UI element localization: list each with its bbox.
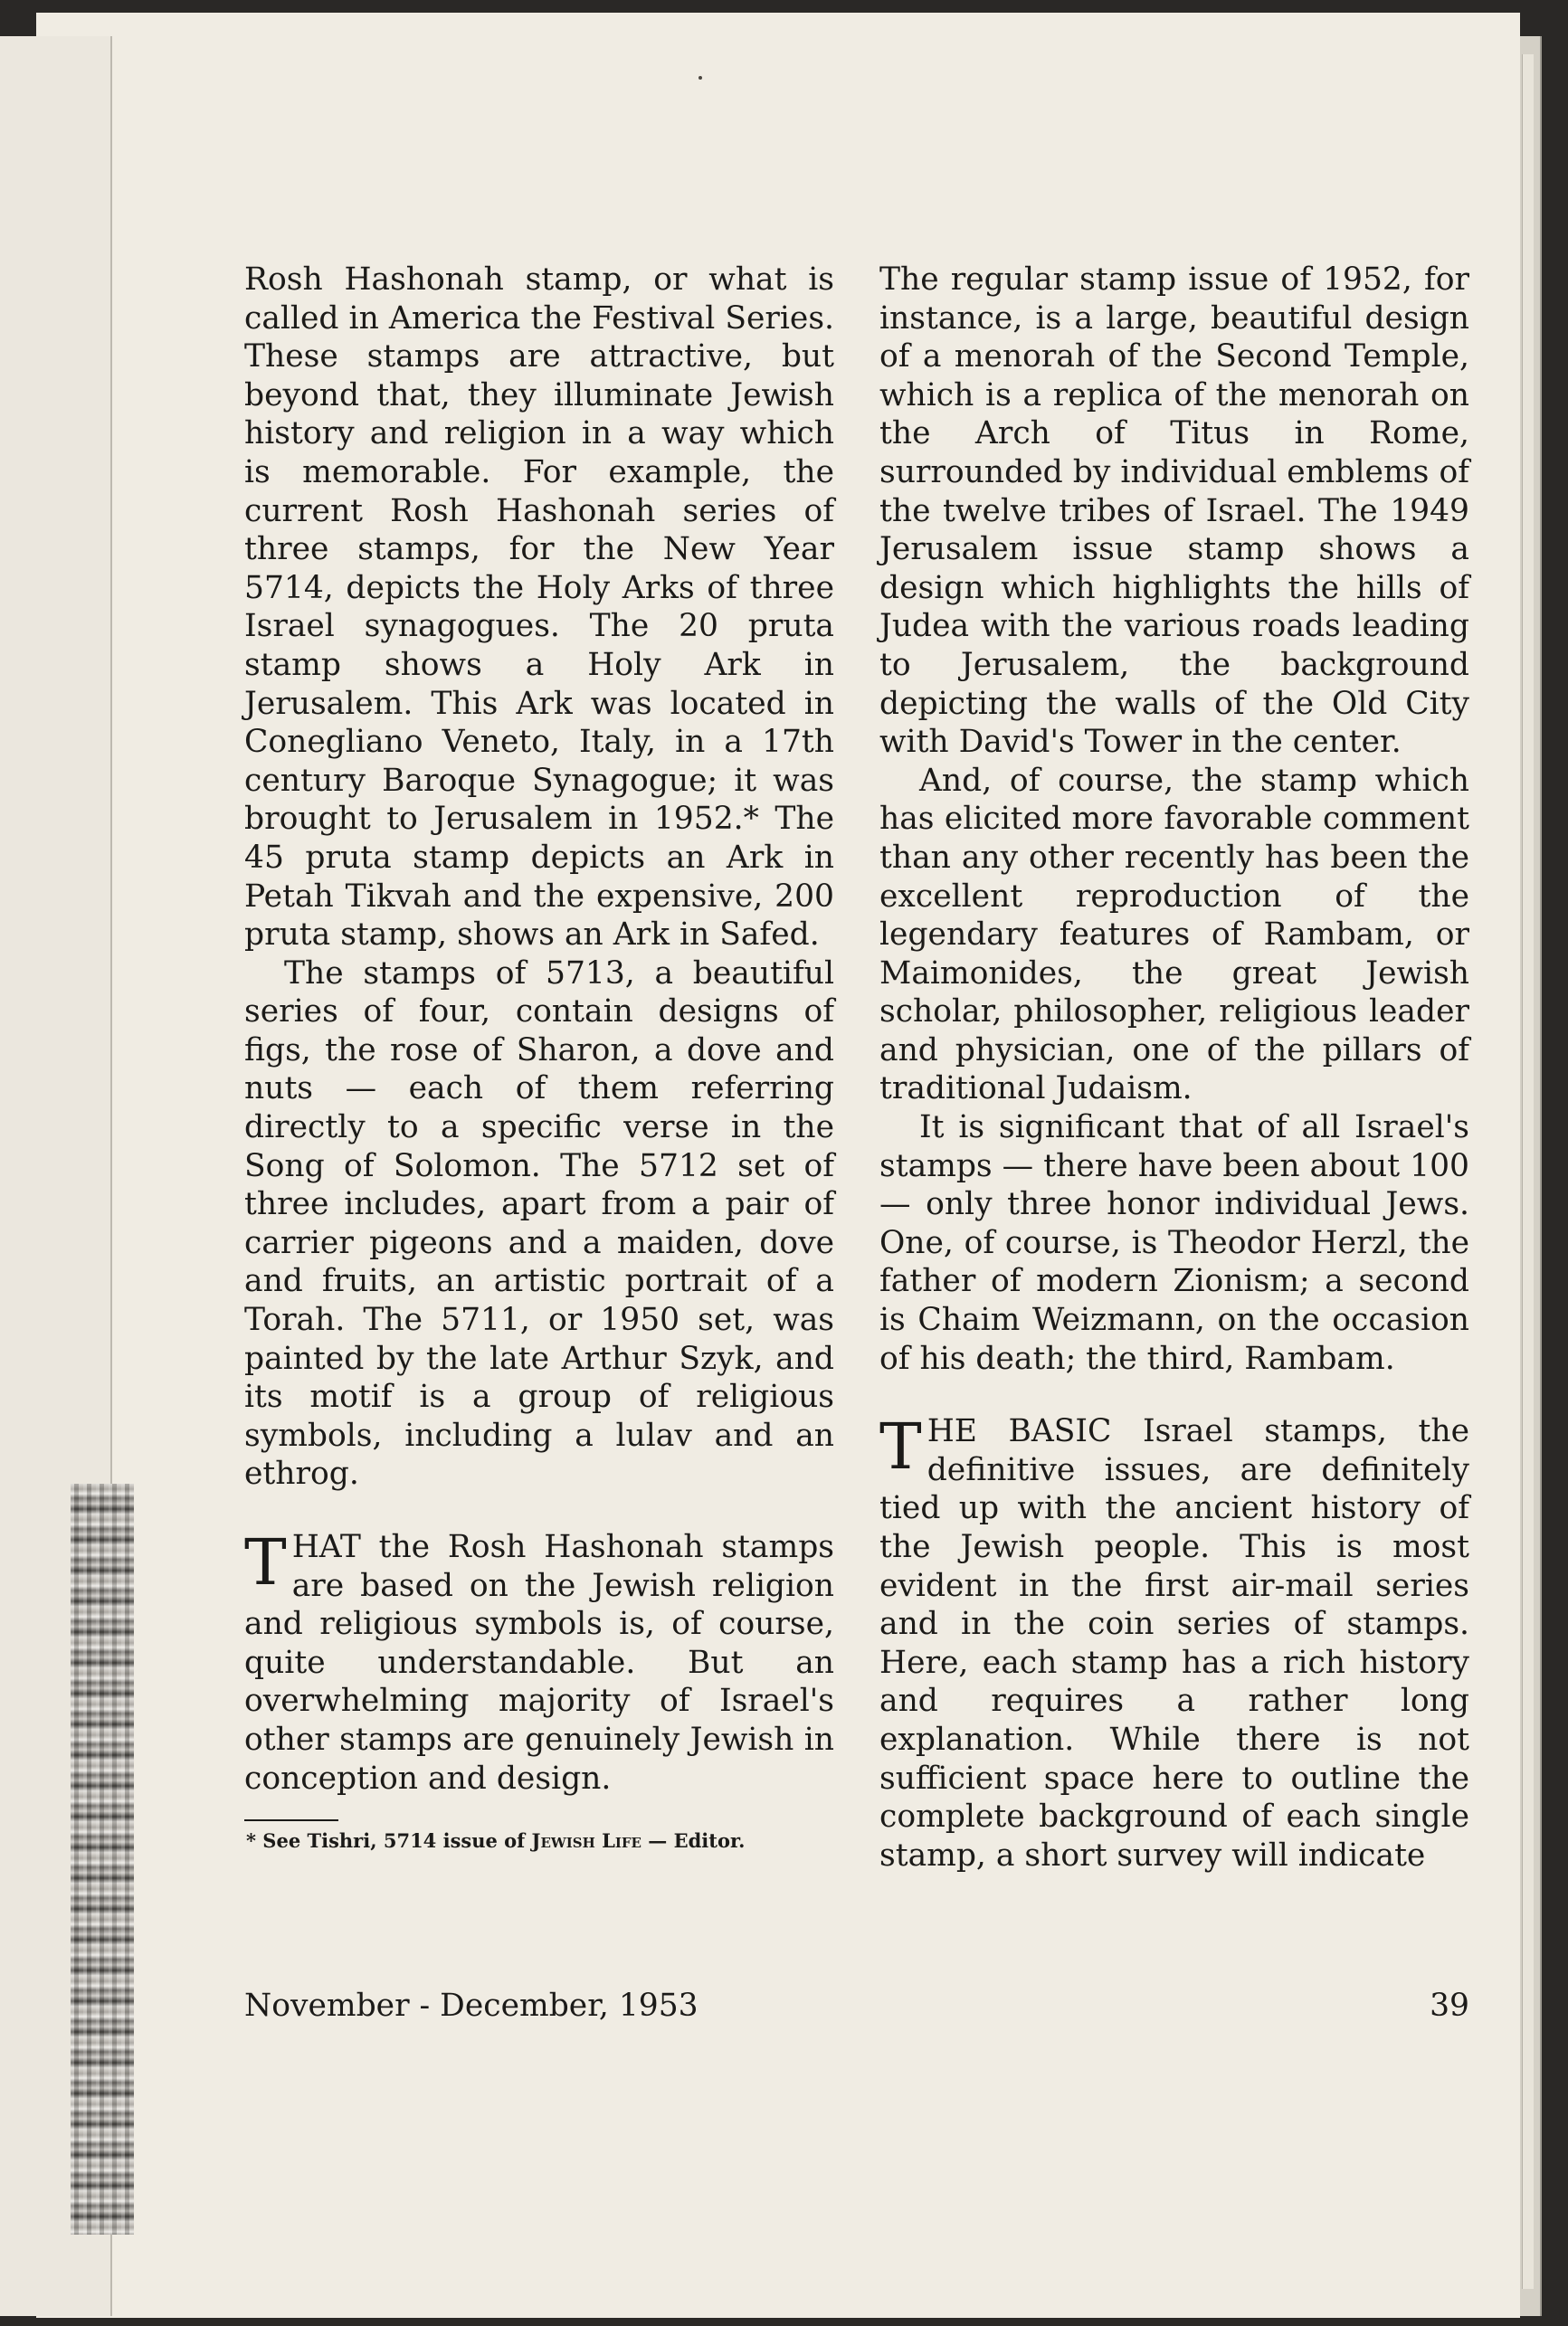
right-paragraph-3: It is significant that of all Israel's stamps — there have been about 100 — only three honor individual Jews. One, of course, is Theodor Herzl, the father of modern Zionism; a second is Chaim Weizmann, on the occasion of his death; the third, Rambam. [879,1109,1469,1377]
section-text: the Rosh Hashonah stamps are based on the Jewish religion and religious symbols is, of course, quite understandable. But an overwhelming majority of Israel's other stamps are genuinely Jewish in conception and design. [244,1529,834,1797]
margin-photo-fragment [71,1484,134,2235]
page-stack-edge-inner [1522,54,1534,2289]
section-text: Israel stamps, the definitive issues, are definitely tied up with the ancient history of the Jewish people. This is most evident in the first air-mail series and in the coin series of stamps. Here, each stamp has a rich history and requires a rather long explanation. While there is not sufficient space here to outline the complete background of each single stamp, a short survey will indicate [879,1413,1469,1874]
section-lead-caps: HE BASIC [927,1413,1112,1450]
page-number: 39 [1430,1988,1469,2024]
section-lead-caps: HAT [291,1529,361,1565]
footnote-suffix: — Editor. [641,1829,746,1853]
right-column [879,261,1469,1875]
left-paragraph-1: Rosh Hashonah stamp, or what is called in America the Festival Series. These stamps are attractive, but beyond that, they illuminate Jewish history and religion in a way which is memorable. For example, the current Rosh Hashonah series of three stamps, for the New Year 5714, depicts the Holy Arks of three Israel synagogues. The 20 pruta stamp shows a Holy Ark in Jerusalem. This Ark was located in Conegliano Veneto, Italy, in a 17th century Baroque Synagogue; it was brought to Jerusalem in 1952.* The 45 pruta stamp depicts an Ark in Petah Tikvah and the expensive, 200 pruta stamp, shows an Ark in Safed. [244,261,834,954]
footnote-rule [244,1819,338,1821]
right-section-paragraph [879,1412,1469,1875]
footnote-prefix: * See Tishri, 5714 issue of [246,1829,532,1853]
left-paragraph-2: The stamps of 5713, a beautiful series of four, contain designs of figs, the rose of Sharon, a dove and nuts — each of them referring directly to a specific verse in the Song of Solomon. The 5712 set of three includes, apart from a pair of carrier pigeons and a maiden, dove and fruits, an artistic portrait of a Torah. The 5711, or 1950 set, was painted by the late Arthur Szyk, and its motif is a group of religious symbols, including a lulav and an ethrog. [244,954,834,1493]
footer-issue-date: November - December, 1953 [244,1988,698,2024]
right-paragraph-2: And, of course, the stamp which has elicited more favorable comment than any other recently has been the excellent reproduction of the legendary features of Rambam, or Maimonides, the great Jewish scholar, philosopher, religious leader and physician, one of the pillars of traditional Judaism. [879,762,1469,1107]
left-column [244,261,834,1852]
dropcap-letter: T [244,1525,287,1600]
left-section-paragraph [244,1525,834,1798]
footnote [244,1830,834,1852]
dropcap-letter: T [879,1410,922,1485]
footnote-journal: Jewish Life [531,1829,641,1853]
paper-speck [698,76,702,80]
right-paragraph-1: The regular stamp issue of 1952, for instance, is a large, beautiful design of a menorah of the Second Temple, which is a replica of the menorah on the Arch of Titus in Rome, surrounded by individual emblems of the twelve tribes of Israel. The 1949 Jerusalem issue stamp shows a design which highlights the hills of Judea with the various roads leading to Jerusalem, the background depicting the walls of the Old City with David's Tower in the center. [879,261,1469,761]
